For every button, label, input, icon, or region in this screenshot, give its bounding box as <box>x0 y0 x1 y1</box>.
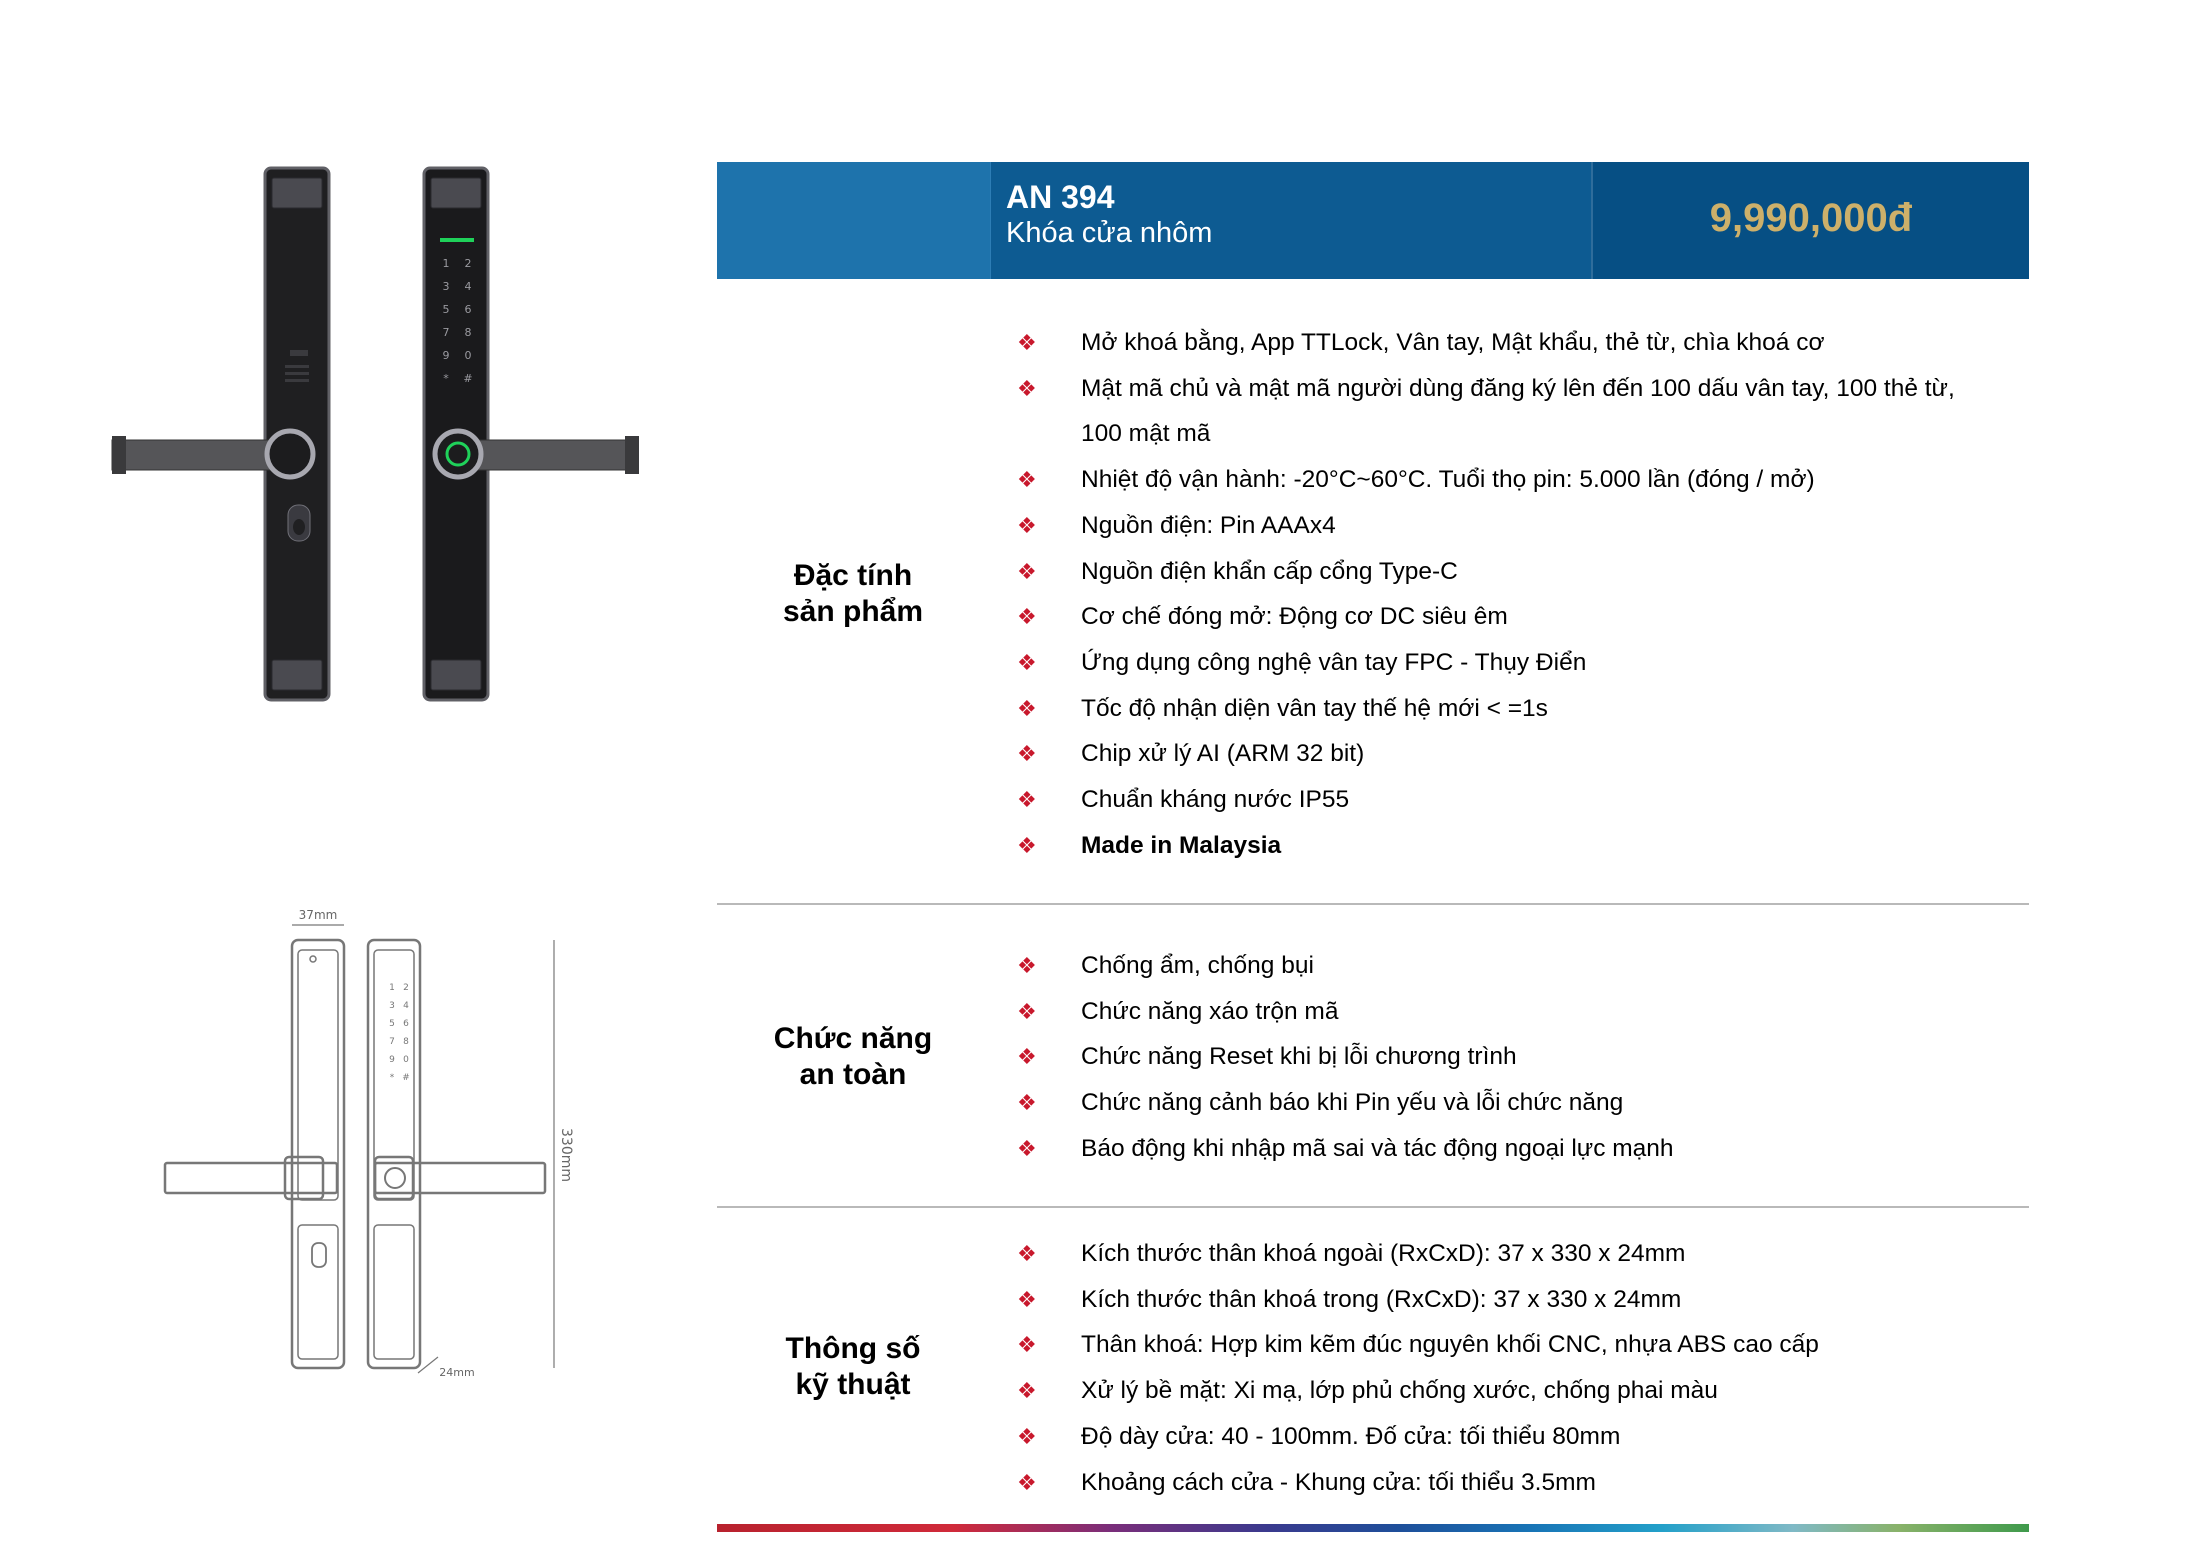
svg-text:1: 1 <box>442 257 450 270</box>
list-item: ❖ Cơ chế đóng mở: Động cơ DC siêu êm <box>1017 594 1955 640</box>
divider <box>717 903 2029 905</box>
svg-text:6: 6 <box>464 303 472 316</box>
bullet-icon: ❖ <box>1017 832 1037 858</box>
bullet-icon: ❖ <box>1017 1469 1037 1495</box>
svg-text:4: 4 <box>403 1001 409 1011</box>
drawing-depth-label: 24mm <box>439 1366 475 1379</box>
svg-text:1: 1 <box>389 983 395 993</box>
technical-drawing <box>150 895 590 1385</box>
list-item: ❖ Chức năng cảnh báo khi Pin yếu và lỗi chức năng <box>1017 1080 1674 1126</box>
list-item: ❖ Khoảng cách cửa - Khung cửa: tối thiểu 3.5mm <box>1017 1460 1819 1506</box>
bullet-icon: ❖ <box>1017 998 1037 1024</box>
svg-text:#: # <box>402 1073 410 1083</box>
bullet-icon: ❖ <box>1017 695 1037 721</box>
svg-text:5: 5 <box>442 303 450 316</box>
bullet-icon: ❖ <box>1017 604 1037 630</box>
bullet-icon: ❖ <box>1017 330 1037 355</box>
svg-text:3: 3 <box>389 1001 395 1011</box>
svg-text:8: 8 <box>403 1037 409 1047</box>
svg-text:*: * <box>443 372 449 385</box>
list-item: ❖ Mật mã chủ và mật mã người dùng đăng ký lên đến 100 dấu vân tay, 100 thẻ từ, <box>1017 366 1955 412</box>
footer-color-bar <box>717 1524 2029 1532</box>
list-item: ❖ Tốc độ nhận diện vân tay thế hệ mới < =1s <box>1017 686 1955 732</box>
list-item: ❖ Nhiệt độ vận hành: -20°C~60°C. Tuổi thọ pin: 5.000 lần (đóng / mở) <box>1017 457 1955 503</box>
bullet-icon: ❖ <box>1017 467 1037 493</box>
drawing-width-label: 37mm <box>298 908 338 922</box>
list-item: ❖ Chuẩn kháng nước IP55 <box>1017 777 1955 823</box>
list-item: ❖ Mở khoá bằng, App TTLock, Vân tay, Mật khẩu, thẻ từ, chìa khoá cơ <box>1017 320 1955 366</box>
specs-list <box>1017 1231 1819 1505</box>
features-list <box>1017 320 1955 868</box>
svg-text:2: 2 <box>403 983 409 993</box>
product-photo <box>100 160 660 715</box>
bullet-icon: ❖ <box>1017 953 1037 978</box>
list-item: ❖ Chức năng xáo trộn mã <box>1017 989 1674 1035</box>
svg-text:6: 6 <box>403 1019 409 1029</box>
bullet-icon: ❖ <box>1017 375 1037 401</box>
outer-handle <box>112 431 313 477</box>
svg-text:2: 2 <box>464 257 472 270</box>
product-header <box>717 162 2029 279</box>
inner-handle <box>435 431 639 477</box>
bullet-icon: ❖ <box>1017 1135 1037 1161</box>
bullet-icon: ❖ <box>1017 741 1037 767</box>
safety-list <box>1017 943 1674 1172</box>
list-item: ❖ Báo động khi nhập mã sai và tác động ngoại lực mạnh <box>1017 1126 1674 1172</box>
safety-label: Chức năng an toàn <box>773 1022 933 1091</box>
divider <box>717 1206 2029 1208</box>
svg-text:5: 5 <box>389 1019 395 1029</box>
list-item: ❖ Kích thước thân khoá trong (RxCxD): 37 x 330 x 24mm <box>1017 1277 1819 1323</box>
list-item: ❖ Ứng dụng công nghệ vân tay FPC - Thụy Điển <box>1017 640 1955 686</box>
bullet-icon: ❖ <box>1017 558 1037 584</box>
list-item: ❖ Chống ẩm, chống bụi <box>1017 943 1674 989</box>
svg-text:#: # <box>463 372 473 385</box>
list-item: ❖ Kích thước thân khoá ngoài (RxCxD): 37 x 330 x 24mm <box>1017 1231 1819 1277</box>
bullet-icon: ❖ <box>1017 1286 1037 1312</box>
svg-text:7: 7 <box>389 1037 395 1047</box>
list-item: ❖ Nguồn điện: Pin AAAx4 <box>1017 503 1955 549</box>
list-item: ❖ Thân khoá: Hợp kim kẽm đúc nguyên khối CNC, nhựa ABS cao cấp <box>1017 1322 1819 1368</box>
svg-text:9: 9 <box>389 1055 395 1065</box>
list-item: ❖ Chip xử lý AI (ARM 32 bit) <box>1017 731 1955 777</box>
svg-text:4: 4 <box>464 280 472 293</box>
bullet-icon: ❖ <box>1017 1423 1037 1449</box>
svg-text:7: 7 <box>442 326 450 339</box>
svg-text:0: 0 <box>464 349 472 362</box>
features-label: Đặc tính sản phẩm <box>782 559 924 628</box>
model-name: AN 394 <box>1006 179 1115 215</box>
svg-text:*: * <box>389 1073 395 1083</box>
bullet-icon: ❖ <box>1017 512 1037 538</box>
bullet-icon: ❖ <box>1017 787 1037 813</box>
list-item: ❖ Xử lý bề mặt: Xi mạ, lớp phủ chống xước, chống phai màu <box>1017 1368 1819 1414</box>
list-item: ❖ Độ dày cửa: 40 - 100mm. Đố cửa: tối thiểu 80mm <box>1017 1414 1819 1460</box>
price: 9,990,000đ <box>1709 196 1913 240</box>
list-item: ❖ Made in Malaysia <box>1017 823 1955 869</box>
bullet-icon: ❖ <box>1017 1241 1037 1266</box>
drawing-inner-handle <box>375 1163 545 1193</box>
bullet-icon: ❖ <box>1017 1378 1037 1404</box>
drawing-outer-handle <box>165 1163 337 1193</box>
svg-text:0: 0 <box>403 1055 409 1065</box>
svg-text:8: 8 <box>464 326 472 339</box>
list-item-continuation: 100 mật mã <box>1081 420 1211 448</box>
bullet-icon: ❖ <box>1017 1044 1037 1070</box>
header-block-left <box>717 162 990 279</box>
bullet-icon: ❖ <box>1017 1332 1037 1358</box>
drawing-height-label: 330mm <box>558 1128 574 1182</box>
list-item: ❖ Chức năng Reset khi bị lỗi chương trình <box>1017 1034 1674 1080</box>
list-item: ❖ Nguồn điện khẩn cấp cổng Type-C <box>1017 549 1955 595</box>
specs-label: Thông số kỹ thuật <box>785 1332 921 1401</box>
svg-text:3: 3 <box>442 280 450 293</box>
drawing-outer-lock <box>292 940 344 1368</box>
product-subtitle: Khóa cửa nhôm <box>1006 217 1213 249</box>
bullet-icon: ❖ <box>1017 649 1037 675</box>
svg-text:9: 9 <box>442 349 450 362</box>
bullet-icon: ❖ <box>1017 1090 1037 1116</box>
